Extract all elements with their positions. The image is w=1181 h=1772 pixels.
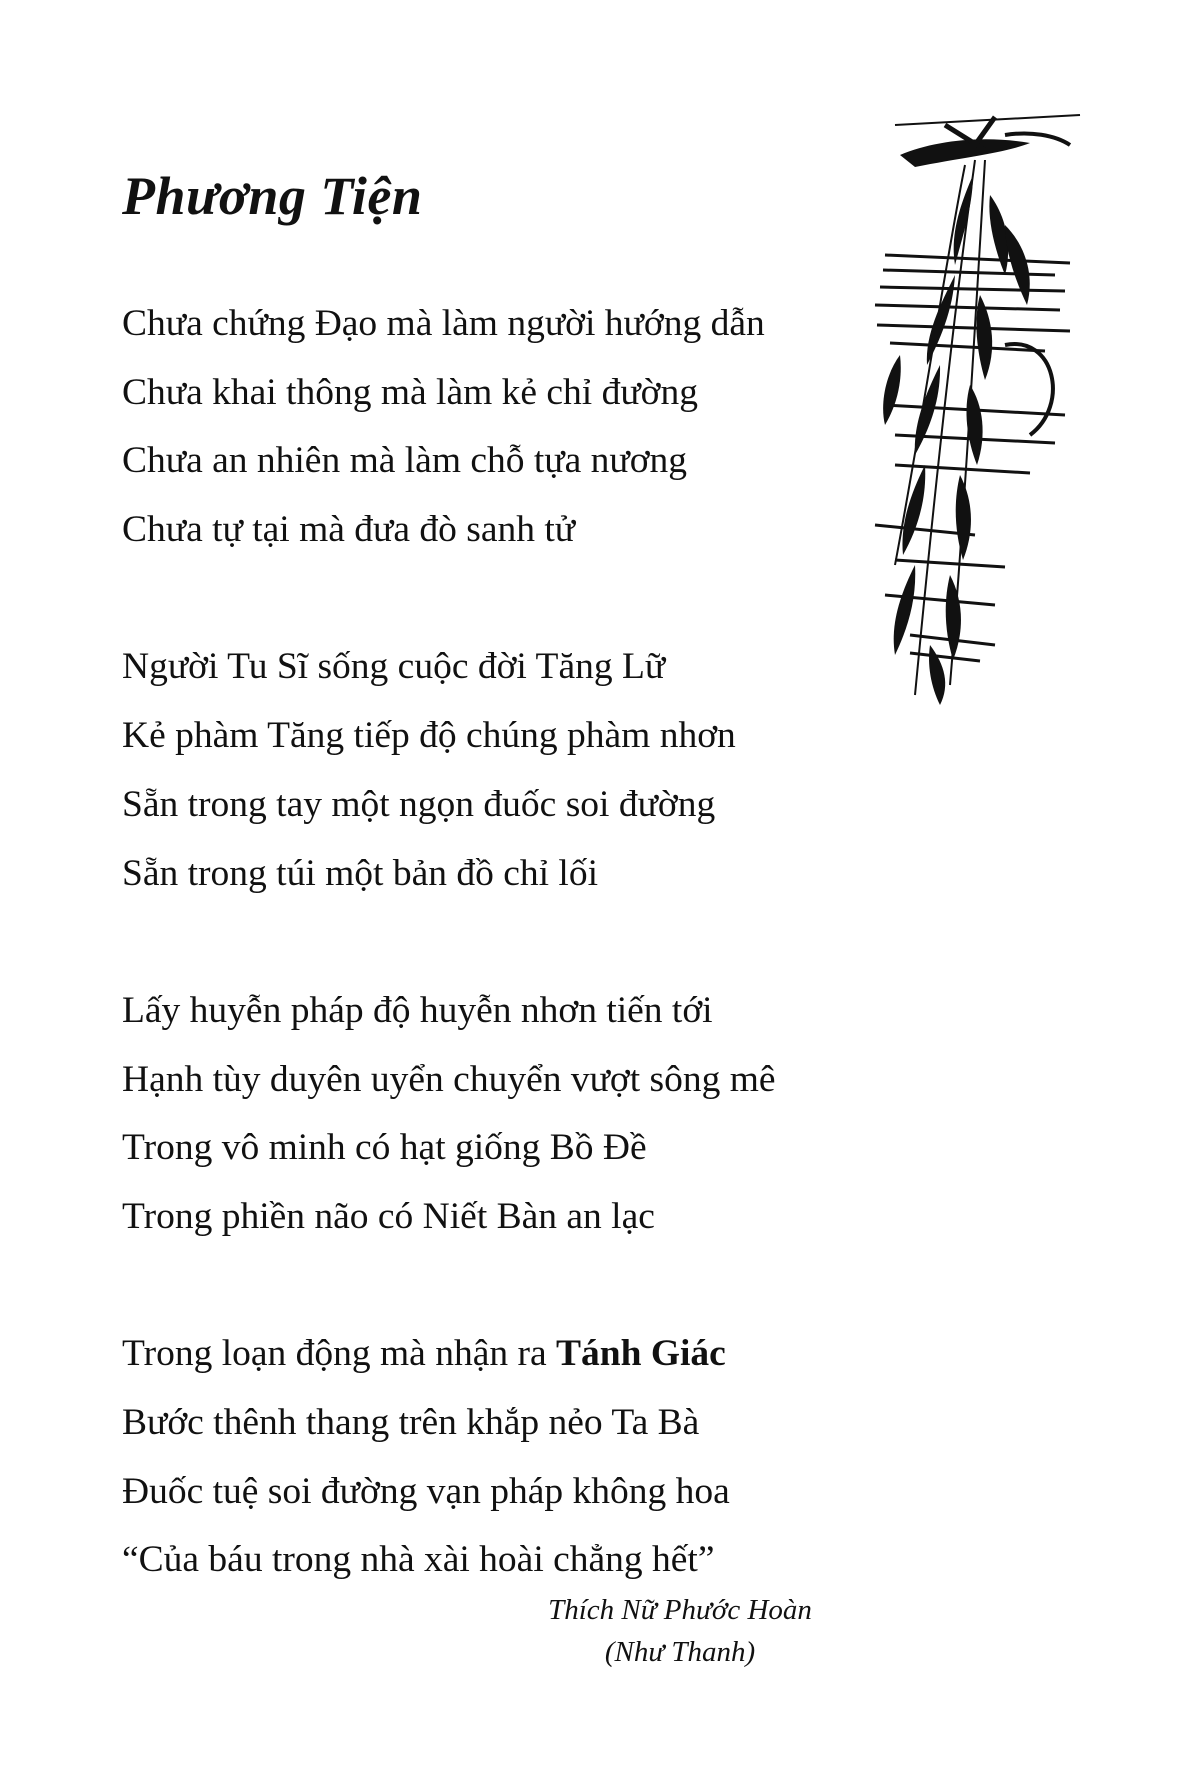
poem-body: [122, 290, 882, 1595]
emphasis-term: Tánh Giác: [555, 1333, 726, 1375]
poem-line: Chưa chứng Đạo mà làm người hướng dẫn: [122, 303, 765, 344]
poem-line: Chưa tự tại mà đưa đò sanh tử: [122, 509, 576, 551]
poem-line: Sẵn trong túi một bản đồ chỉ lối: [122, 852, 599, 894]
stanza: [122, 977, 882, 1252]
poem-line: Hạnh tùy duyên uyển chuyển vượt sông mê: [122, 1058, 776, 1100]
poem-title: Phương Tiện: [122, 166, 423, 226]
poem-line: Chưa khai thông mà làm kẻ chỉ đường: [122, 371, 698, 413]
author-pen-name: (Như Thanh): [604, 1636, 756, 1668]
poem-line: Trong phiền não có Niết Bàn an lạc: [122, 1195, 655, 1237]
poem-line: Bước thênh thang trên khắp nẻo Ta Bà: [122, 1402, 700, 1443]
author-name: Thích Nữ Phước Hoàn: [548, 1594, 812, 1626]
stanza: [122, 290, 882, 565]
poem-line: Trong vô minh có hạt giống Bồ Đề: [122, 1127, 647, 1169]
poem-line-text: Trong loạn động mà nhận ra: [122, 1333, 556, 1375]
poem-line: Đuốc tuệ soi đường vạn pháp không hoa: [122, 1470, 730, 1512]
poem-line: Kẻ phàm Tăng tiếp độ chúng phàm nhơn: [122, 715, 736, 757]
poem-line: Chưa an nhiên mà làm chỗ tựa nương: [122, 440, 688, 482]
willow-branch-illustration: [855, 105, 1105, 705]
stanza: [122, 633, 882, 908]
poem-line: Sẵn trong tay một ngọn đuốc soi đường: [122, 783, 716, 825]
poem-line: Lấy huyễn pháp độ huyễn nhơn tiến tới: [122, 989, 713, 1031]
poem-line: “Của báu trong nhà xài hoài chẳng hết”: [122, 1539, 715, 1581]
stanza: [122, 1320, 882, 1595]
poem-line: Người Tu Sĩ sống cuộc đời Tăng Lữ: [122, 646, 666, 688]
poem-line: [122, 1320, 882, 1389]
